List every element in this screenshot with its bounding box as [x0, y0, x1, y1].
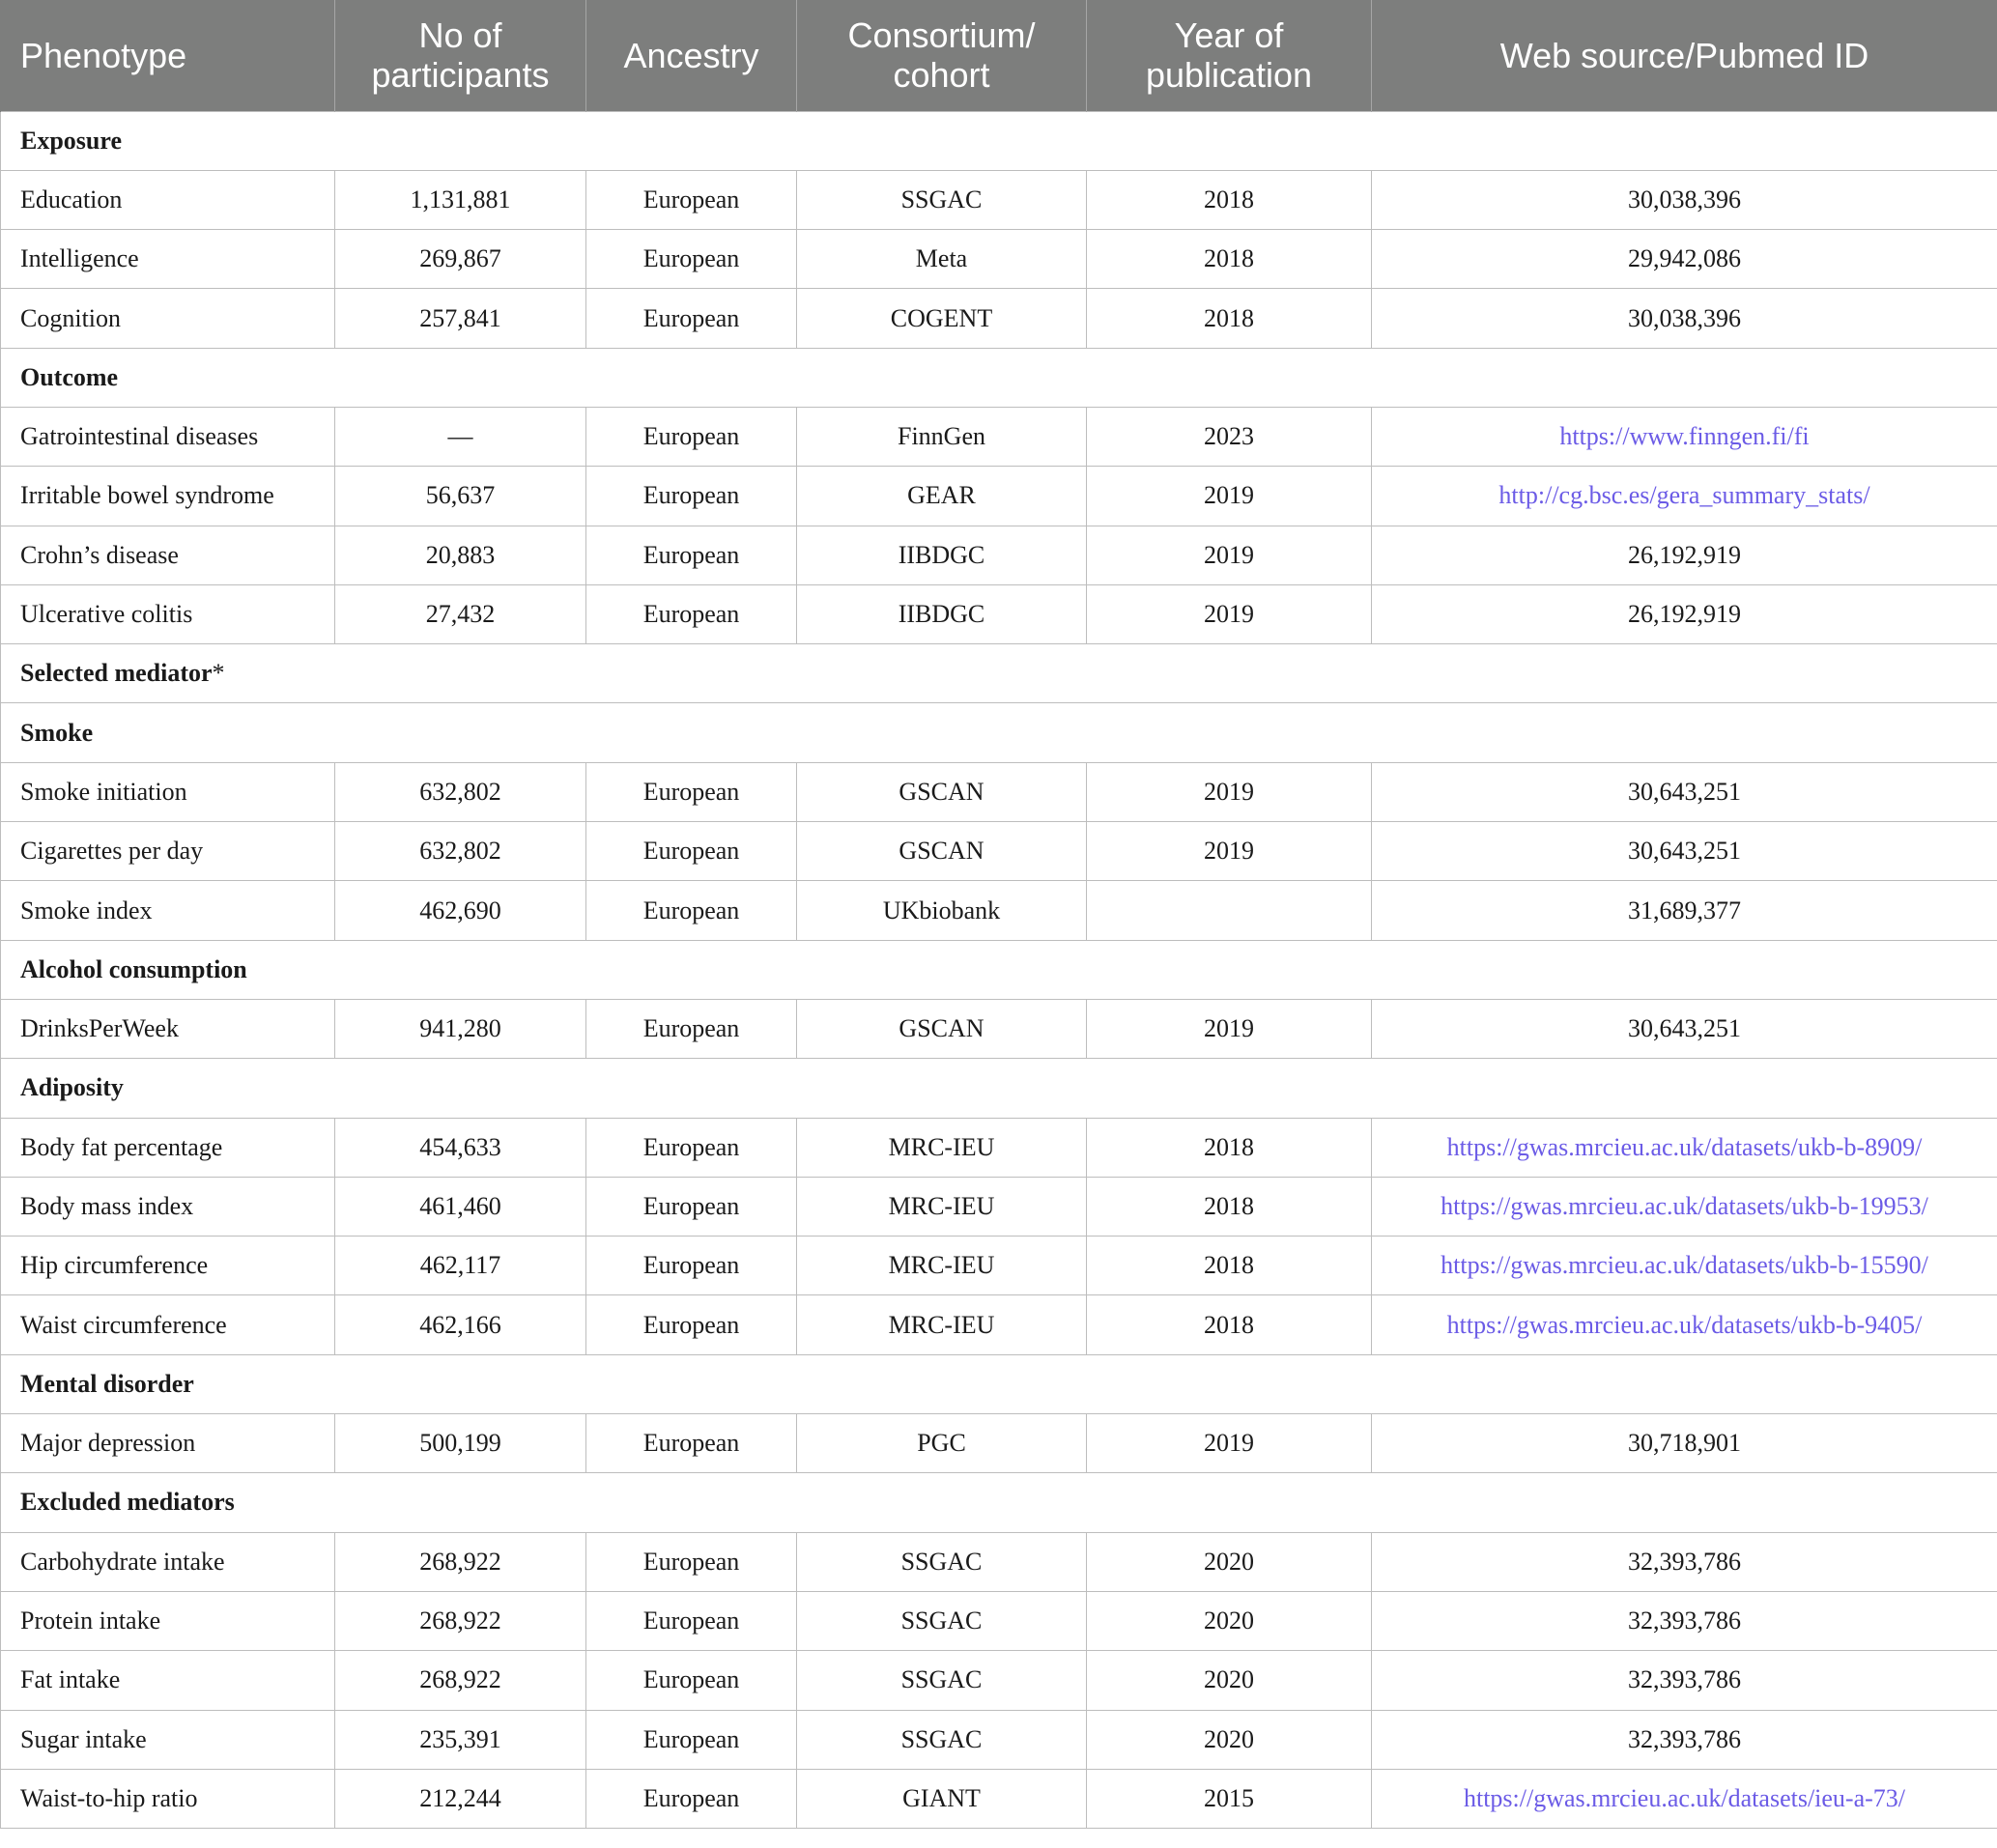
- cohort-cell: GEAR: [797, 467, 1087, 526]
- ancestry-cell: European: [586, 1237, 797, 1295]
- section-row-excluded: [1, 1473, 1997, 1532]
- participants-cell: 632,802: [335, 822, 586, 881]
- source-cell: [1372, 1118, 1997, 1177]
- source-cell: 32,393,786: [1372, 1651, 1997, 1710]
- ancestry-cell: European: [586, 584, 797, 643]
- cohort-cell: MRC-IEU: [797, 1295, 1087, 1354]
- participants-cell: 500,199: [335, 1414, 586, 1473]
- header-participants: No of participants: [335, 0, 586, 111]
- ancestry-cell: European: [586, 1591, 797, 1650]
- year-cell: 2018: [1087, 170, 1372, 229]
- cohort-cell: PGC: [797, 1414, 1087, 1473]
- table-row: [1, 170, 1997, 229]
- table-row: [1, 467, 1997, 526]
- participants-cell: 941,280: [335, 999, 586, 1058]
- source-cell: [1372, 1769, 1997, 1828]
- year-cell: 2019: [1087, 1414, 1372, 1473]
- participants-cell: 462,690: [335, 881, 586, 940]
- participants-cell: 632,802: [335, 762, 586, 821]
- source-cell: [1372, 407, 1997, 466]
- cohort-cell: COGENT: [797, 289, 1087, 348]
- table-row: [1, 881, 1997, 940]
- phenotype-cell: Waist circumference: [1, 1295, 335, 1354]
- phenotype-cell: Waist-to-hip ratio: [1, 1769, 335, 1828]
- ancestry-cell: European: [586, 1532, 797, 1591]
- section-row-selected-mediator: [1, 644, 1997, 703]
- source-cell: [1372, 467, 1997, 526]
- table-row: [1, 822, 1997, 881]
- source-cell: 29,942,086: [1372, 230, 1997, 289]
- year-cell: 2020: [1087, 1710, 1372, 1769]
- source-cell: 26,192,919: [1372, 584, 1997, 643]
- year-cell: 2019: [1087, 999, 1372, 1058]
- year-cell: 2019: [1087, 762, 1372, 821]
- year-cell: 2018: [1087, 230, 1372, 289]
- participants-cell: 461,460: [335, 1177, 586, 1236]
- section-row-exposure: [1, 111, 1997, 170]
- section-row-smoke: [1, 703, 1997, 762]
- ancestry-cell: European: [586, 467, 797, 526]
- table-row: [1, 289, 1997, 348]
- source-cell: [1372, 1237, 1997, 1295]
- source-cell: 30,643,251: [1372, 762, 1997, 821]
- source-link[interactable]: https://www.finngen.fi/fi: [1559, 422, 1810, 451]
- cohort-cell: SSGAC: [797, 1651, 1087, 1710]
- cohort-cell: GSCAN: [797, 999, 1087, 1058]
- table-header: [1, 0, 1997, 111]
- header-source: Web source/Pubmed ID: [1372, 0, 1997, 111]
- year-cell: 2018: [1087, 1237, 1372, 1295]
- phenotype-cell: Carbohydrate intake: [1, 1532, 335, 1591]
- section-row-alcohol: [1, 940, 1997, 999]
- source-cell: 30,038,396: [1372, 289, 1997, 348]
- year-cell: 2019: [1087, 822, 1372, 881]
- phenotype-cell: Smoke initiation: [1, 762, 335, 821]
- phenotype-cell: Ulcerative colitis: [1, 584, 335, 643]
- table-row: [1, 1769, 1997, 1828]
- header-cohort: Consortium/ cohort: [797, 0, 1087, 111]
- year-cell: 2019: [1087, 584, 1372, 643]
- table-row: [1, 526, 1997, 584]
- phenotype-cell: Gatrointestinal diseases: [1, 407, 335, 466]
- table-row: [1, 1651, 1997, 1710]
- year-cell: [1087, 881, 1372, 940]
- participants-cell: —: [335, 407, 586, 466]
- phenotype-cell: Intelligence: [1, 230, 335, 289]
- cohort-cell: FinnGen: [797, 407, 1087, 466]
- section-label: Exposure: [1, 111, 1997, 170]
- header-phenotype: Phenotype: [1, 0, 335, 111]
- cohort-cell: GSCAN: [797, 822, 1087, 881]
- source-cell: 30,718,901: [1372, 1414, 1997, 1473]
- participants-cell: 462,166: [335, 1295, 586, 1354]
- ancestry-cell: European: [586, 822, 797, 881]
- year-cell: 2020: [1087, 1651, 1372, 1710]
- year-cell: 2019: [1087, 467, 1372, 526]
- cohort-cell: UKbiobank: [797, 881, 1087, 940]
- phenotype-cell: Smoke index: [1, 881, 335, 940]
- footnote-mark: *: [212, 659, 225, 688]
- cohort-cell: GIANT: [797, 1769, 1087, 1828]
- year-cell: 2019: [1087, 526, 1372, 584]
- participants-cell: 268,922: [335, 1651, 586, 1710]
- participants-cell: 462,117: [335, 1237, 586, 1295]
- ancestry-cell: European: [586, 230, 797, 289]
- participants-cell: 454,633: [335, 1118, 586, 1177]
- section-row-mental: [1, 1354, 1997, 1413]
- header-ancestry: Ancestry: [586, 0, 797, 111]
- source-link[interactable]: https://gwas.mrcieu.ac.uk/datasets/ukb-b-9405/: [1446, 1310, 1923, 1339]
- table-row: [1, 1591, 1997, 1650]
- participants-cell: 268,922: [335, 1591, 586, 1650]
- phenotype-cell: Body mass index: [1, 1177, 335, 1236]
- source-cell: 30,643,251: [1372, 999, 1997, 1058]
- ancestry-cell: European: [586, 1769, 797, 1828]
- participants-cell: 27,432: [335, 584, 586, 643]
- phenotype-cell: DrinksPerWeek: [1, 999, 335, 1058]
- year-cell: 2018: [1087, 1295, 1372, 1354]
- cohort-cell: MRC-IEU: [797, 1177, 1087, 1236]
- table-row: [1, 762, 1997, 821]
- section-label: Alcohol consumption: [1, 940, 1997, 999]
- section-label: Mental disorder: [1, 1354, 1997, 1413]
- source-link[interactable]: http://cg.bsc.es/gera_summary_stats/: [1498, 481, 1870, 510]
- participants-cell: 257,841: [335, 289, 586, 348]
- table-row: [1, 1237, 1997, 1295]
- year-cell: 2023: [1087, 407, 1372, 466]
- source-cell: 31,689,377: [1372, 881, 1997, 940]
- year-cell: 2018: [1087, 1118, 1372, 1177]
- cohort-cell: Meta: [797, 230, 1087, 289]
- ancestry-cell: European: [586, 999, 797, 1058]
- year-cell: 2018: [1087, 1177, 1372, 1236]
- phenotype-cell: Cognition: [1, 289, 335, 348]
- cohort-cell: SSGAC: [797, 1591, 1087, 1650]
- table-row: [1, 1177, 1997, 1236]
- source-link[interactable]: https://gwas.mrcieu.ac.uk/datasets/ukb-b-19953/: [1441, 1191, 1928, 1220]
- section-label-text: Selected mediator: [20, 659, 213, 688]
- cohort-cell: GSCAN: [797, 762, 1087, 821]
- participants-cell: 1,131,881: [335, 170, 586, 229]
- participants-cell: 268,922: [335, 1532, 586, 1591]
- table-row: [1, 999, 1997, 1058]
- header-row: [1, 0, 1997, 111]
- section-label: Excluded mediators: [1, 1473, 1997, 1532]
- cohort-cell: SSGAC: [797, 1532, 1087, 1591]
- section-row-outcome: [1, 348, 1997, 407]
- source-cell: 26,192,919: [1372, 526, 1997, 584]
- year-cell: 2015: [1087, 1769, 1372, 1828]
- table-body: [1, 111, 1997, 1829]
- table-row: [1, 584, 1997, 643]
- phenotype-cell: Fat intake: [1, 1651, 335, 1710]
- participants-cell: 20,883: [335, 526, 586, 584]
- participants-cell: 212,244: [335, 1769, 586, 1828]
- phenotype-cell: Education: [1, 170, 335, 229]
- section-label: Adiposity: [1, 1059, 1997, 1118]
- source-link[interactable]: https://gwas.mrcieu.ac.uk/datasets/ukb-b-8909/: [1446, 1132, 1923, 1161]
- phenotype-cell: Protein intake: [1, 1591, 335, 1650]
- source-cell: 32,393,786: [1372, 1532, 1997, 1591]
- table-row: [1, 1118, 1997, 1177]
- ancestry-cell: European: [586, 1295, 797, 1354]
- ancestry-cell: European: [586, 407, 797, 466]
- table-row: [1, 1414, 1997, 1473]
- table-row: [1, 1710, 1997, 1769]
- table-row: [1, 407, 1997, 466]
- header-year: Year of publication: [1087, 0, 1372, 111]
- year-cell: 2020: [1087, 1591, 1372, 1650]
- cohort-cell: SSGAC: [797, 1710, 1087, 1769]
- ancestry-cell: European: [586, 1414, 797, 1473]
- year-cell: 2018: [1087, 289, 1372, 348]
- table-row: [1, 230, 1997, 289]
- section-label: Outcome: [1, 348, 1997, 407]
- phenotype-cell: Major depression: [1, 1414, 335, 1473]
- phenotype-cell: Body fat percentage: [1, 1118, 335, 1177]
- ancestry-cell: European: [586, 1177, 797, 1236]
- cohort-cell: IIBDGC: [797, 526, 1087, 584]
- source-cell: 32,393,786: [1372, 1710, 1997, 1769]
- table-row: [1, 1295, 1997, 1354]
- participants-cell: 269,867: [335, 230, 586, 289]
- ancestry-cell: European: [586, 170, 797, 229]
- ancestry-cell: European: [586, 1651, 797, 1710]
- phenotype-cell: Crohn’s disease: [1, 526, 335, 584]
- source-cell: [1372, 1295, 1997, 1354]
- ancestry-cell: European: [586, 1118, 797, 1177]
- year-cell: 2020: [1087, 1532, 1372, 1591]
- source-cell: 30,038,396: [1372, 170, 1997, 229]
- ancestry-cell: European: [586, 881, 797, 940]
- section-label: Smoke: [1, 703, 1997, 762]
- phenotype-cell: Sugar intake: [1, 1710, 335, 1769]
- phenotype-cell: Hip circumference: [1, 1237, 335, 1295]
- phenotype-cell: Cigarettes per day: [1, 822, 335, 881]
- section-row-adiposity: [1, 1059, 1997, 1118]
- cohort-cell: SSGAC: [797, 170, 1087, 229]
- cohort-cell: MRC-IEU: [797, 1118, 1087, 1177]
- cohort-cell: MRC-IEU: [797, 1237, 1087, 1295]
- source-cell: 30,643,251: [1372, 822, 1997, 881]
- source-link[interactable]: https://gwas.mrcieu.ac.uk/datasets/ukb-b-15590/: [1441, 1251, 1928, 1280]
- phenotype-cell: Irritable bowel syndrome: [1, 467, 335, 526]
- participants-cell: 235,391: [335, 1710, 586, 1769]
- ancestry-cell: European: [586, 289, 797, 348]
- participants-cell: 56,637: [335, 467, 586, 526]
- cohort-cell: IIBDGC: [797, 584, 1087, 643]
- ancestry-cell: European: [586, 526, 797, 584]
- source-cell: [1372, 1177, 1997, 1236]
- source-cell: 32,393,786: [1372, 1591, 1997, 1650]
- table-row: [1, 1532, 1997, 1591]
- ancestry-cell: European: [586, 1710, 797, 1769]
- section-label: [1, 644, 1997, 703]
- source-link[interactable]: https://gwas.mrcieu.ac.uk/datasets/ieu-a-73/: [1463, 1783, 1906, 1812]
- ancestry-cell: European: [586, 762, 797, 821]
